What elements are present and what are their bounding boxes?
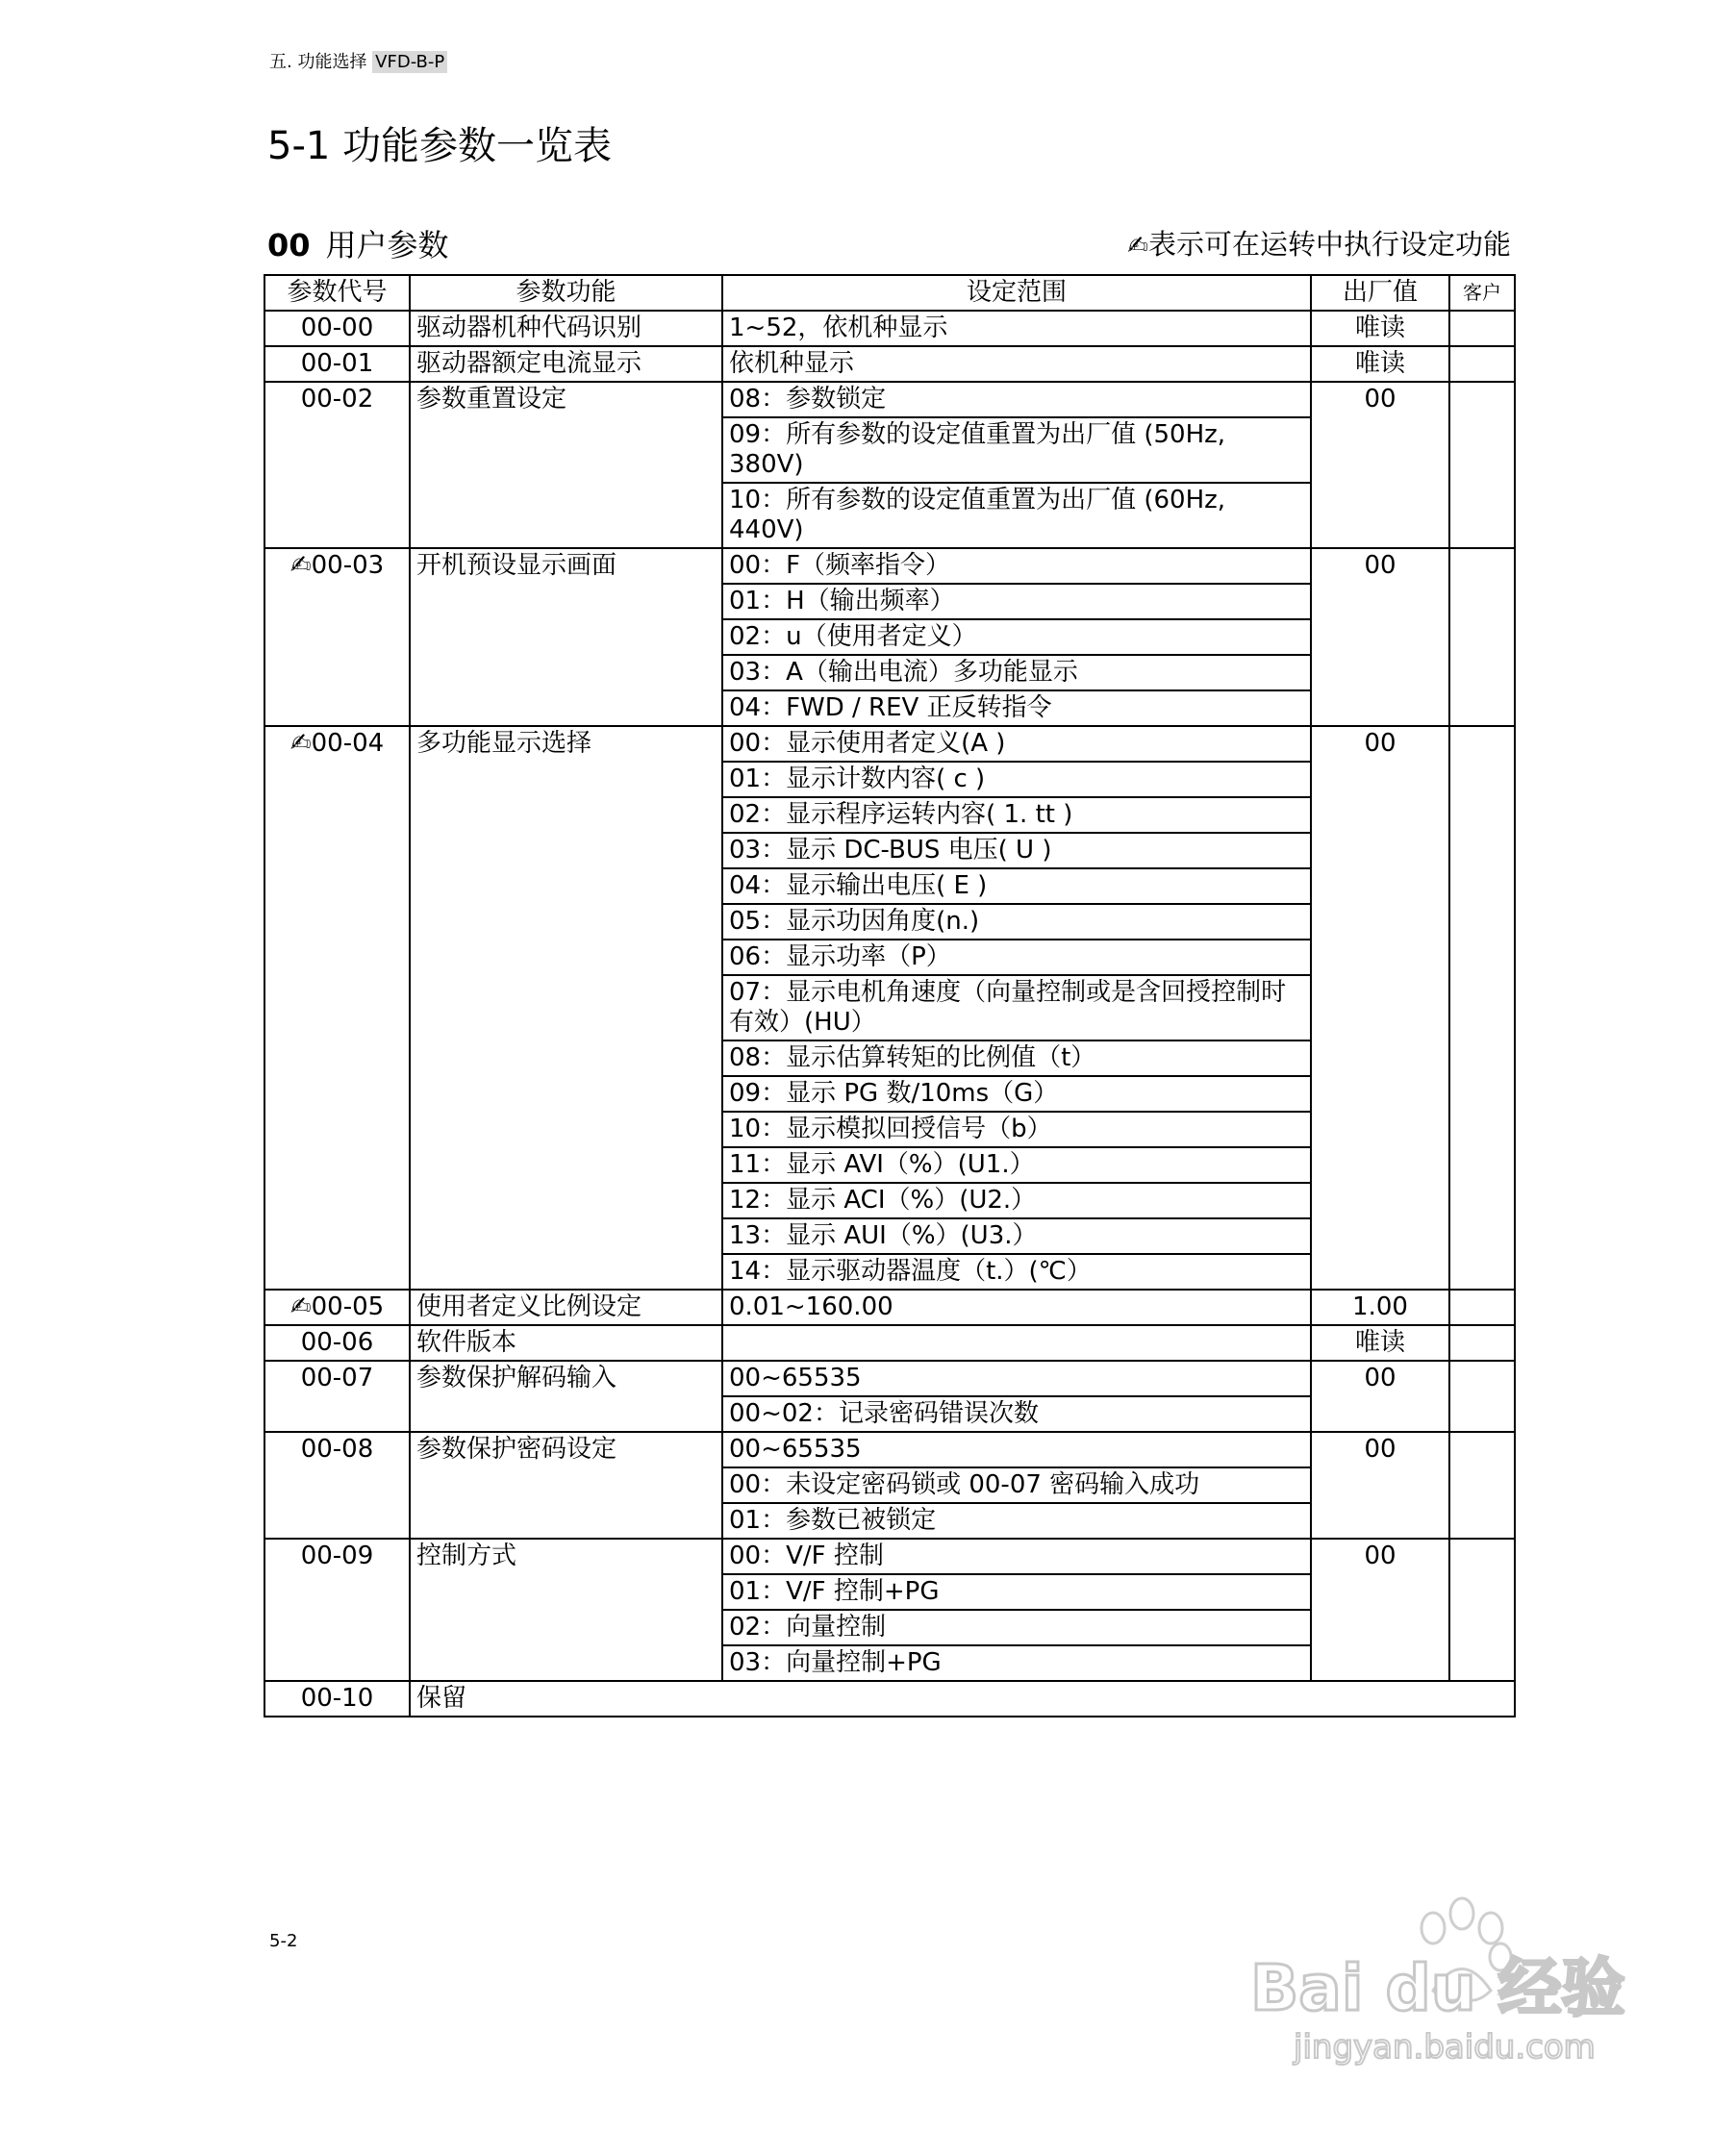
param-code-text: 00-03	[311, 551, 385, 580]
range-option: 03：A（输出电流）多功能显示	[723, 656, 1310, 691]
factory-value: 00	[1311, 1361, 1449, 1432]
range-option: 00~65535	[723, 1433, 1310, 1468]
baidu-jingyan-watermark	[1236, 1885, 1659, 2077]
range-option: 00：F（频率指令）	[723, 549, 1310, 585]
customer-value	[1449, 311, 1515, 346]
range-option: 03：向量控制+PG	[729, 1648, 942, 1677]
param-code	[264, 548, 410, 726]
param-code-text: 00-06	[300, 1328, 374, 1357]
range-option: 13：显示 AUI（%）(U3.）	[723, 1219, 1310, 1255]
range-option: 10：所有参数的设定值重置为出厂值 (60Hz, 440V)	[729, 486, 1226, 544]
table-row	[264, 311, 1515, 346]
header-chapter: 五. 功能选择	[269, 52, 373, 72]
param-code	[264, 1681, 410, 1717]
header-model: VFD-B-P	[372, 51, 447, 73]
edit-mark-icon: ✍	[289, 729, 312, 758]
param-function: 参数保护解码输入	[410, 1361, 722, 1432]
range-option: 00：未设定密码锁或 00-07 密码输入成功	[723, 1468, 1310, 1504]
range-option: 08：显示估算转矩的比例值（t）	[723, 1041, 1310, 1077]
range-option: 0.01~160.00	[729, 1292, 893, 1321]
section-name: 用户参数	[325, 227, 449, 263]
edit-mark-icon: ✍	[1127, 232, 1148, 261]
range-option: 09：所有参数的设定值重置为出厂值 (50Hz, 380V)	[723, 418, 1310, 484]
param-code	[264, 1325, 410, 1361]
header-factory: 出厂值	[1311, 275, 1449, 311]
param-range	[722, 1432, 1311, 1539]
param-code-text: 00-02	[300, 385, 374, 414]
range-option	[723, 1326, 1310, 1360]
factory-value: 唯读	[1311, 311, 1449, 346]
header-range: 设定范围	[722, 275, 1311, 311]
factory-value: 00	[1311, 726, 1449, 1290]
factory-value: 00	[1311, 1432, 1449, 1539]
range-option: 03：显示 DC-BUS 电压( U )	[723, 834, 1310, 869]
factory-value: 唯读	[1311, 1325, 1449, 1361]
param-range	[722, 311, 1311, 346]
param-range	[722, 1290, 1311, 1325]
table-row	[264, 1361, 1515, 1432]
range-option: 04：FWD / REV 正反转指令	[729, 693, 1052, 722]
factory-value: 00	[1311, 1539, 1449, 1681]
param-function: 控制方式	[410, 1539, 722, 1681]
watermark-logo-text: Bai du 经验	[1250, 1951, 1625, 2025]
range-option: 02：向量控制	[723, 1611, 1310, 1646]
range-option: 00：显示使用者定义(A )	[723, 727, 1310, 763]
page-header	[269, 48, 447, 73]
param-code	[264, 382, 410, 548]
range-option: 10：显示模拟回授信号（b）	[723, 1113, 1310, 1148]
customer-value	[1449, 1325, 1515, 1361]
param-range	[722, 1325, 1311, 1361]
param-range	[722, 726, 1311, 1290]
factory-value: 00	[1311, 382, 1449, 548]
param-code-text: 00-05	[311, 1292, 385, 1321]
header-function: 参数功能	[410, 275, 722, 311]
param-function: 软件版本	[410, 1325, 722, 1361]
range-option: 01：H（输出频率）	[723, 585, 1310, 620]
param-function: 保留	[410, 1681, 1515, 1717]
table-row	[264, 1432, 1515, 1539]
param-code-text: 00-00	[300, 313, 374, 342]
param-function: 驱动器额定电流显示	[410, 346, 722, 382]
customer-value	[1449, 1432, 1515, 1539]
table-row	[264, 1325, 1515, 1361]
range-option: 05：显示功因角度(n.)	[723, 905, 1310, 940]
param-code-text: 00-04	[311, 729, 385, 758]
section-number: 00	[267, 227, 311, 263]
page-number: 5-2	[269, 1931, 298, 1951]
range-option: 04：显示输出电压( E )	[723, 869, 1310, 905]
factory-value: 1.00	[1311, 1290, 1449, 1325]
customer-value	[1449, 548, 1515, 726]
range-option: 01：显示计数内容( c )	[723, 763, 1310, 798]
param-range	[722, 1361, 1311, 1432]
range-option: 02：显示程序运转内容( 1. tt )	[723, 798, 1310, 834]
param-range	[722, 1539, 1311, 1681]
range-option: 12：显示 ACI（%）(U2.）	[723, 1184, 1310, 1219]
param-code	[264, 1539, 410, 1681]
param-code-text: 00-01	[300, 349, 374, 378]
edit-mark-icon: ✍	[289, 1292, 312, 1321]
param-code-text: 00-09	[300, 1542, 374, 1570]
param-function: 参数保护密码设定	[410, 1432, 722, 1539]
param-code-text: 00-10	[300, 1684, 374, 1713]
param-function: 开机预设显示画面	[410, 548, 722, 726]
range-option: 00~02：记录密码错误次数	[729, 1399, 1039, 1428]
range-option: 00：V/F 控制	[723, 1540, 1310, 1575]
table-row	[264, 346, 1515, 382]
table-row	[264, 382, 1515, 548]
runtime-note	[1127, 223, 1511, 263]
page-title: 5-1 功能参数一览表	[267, 124, 613, 168]
table-row	[264, 548, 1515, 726]
param-code-text: 00-08	[300, 1435, 374, 1464]
param-code	[264, 1290, 410, 1325]
factory-value: 唯读	[1311, 346, 1449, 382]
param-function: 使用者定义比例设定	[410, 1290, 722, 1325]
param-function: 多功能显示选择	[410, 726, 722, 1290]
param-code	[264, 726, 410, 1290]
watermark-url: jingyan.baidu.com	[1294, 2028, 1596, 2067]
param-function: 参数重置设定	[410, 382, 722, 548]
param-range	[722, 346, 1311, 382]
table-row	[264, 726, 1515, 1290]
param-range	[722, 382, 1311, 548]
note-text: 表示可在运转中执行设定功能	[1147, 228, 1511, 261]
range-option: 00~65535	[723, 1362, 1310, 1397]
range-option: 06：显示功率（P）	[723, 940, 1310, 976]
param-function: 驱动器机种代码识别	[410, 311, 722, 346]
range-option: 09：显示 PG 数/10ms（G）	[723, 1077, 1310, 1113]
customer-value	[1449, 382, 1515, 548]
param-code-text: 00-07	[300, 1364, 374, 1392]
param-range	[722, 548, 1311, 726]
range-option: 11：显示 AVI（%）(U1.）	[723, 1148, 1310, 1184]
range-option: 08：参数锁定	[723, 383, 1310, 418]
section-title	[267, 221, 449, 265]
table-row	[264, 1681, 1515, 1717]
table-body	[264, 311, 1515, 1717]
customer-value	[1449, 346, 1515, 382]
edit-mark-icon: ✍	[289, 551, 312, 580]
range-option: 依机种显示	[729, 349, 855, 378]
customer-value	[1449, 1361, 1515, 1432]
range-option: 01：参数已被锁定	[729, 1506, 937, 1535]
range-option: 02：u（使用者定义）	[723, 620, 1310, 656]
table-header-row	[264, 275, 1515, 311]
factory-value: 00	[1311, 548, 1449, 726]
table-row	[264, 1539, 1515, 1681]
param-code	[264, 1432, 410, 1539]
range-option: 07：显示电机角速度（向量控制或是含回授控制时有效）(HU）	[723, 976, 1310, 1041]
header-code: 参数代号	[264, 275, 410, 311]
customer-value	[1449, 1290, 1515, 1325]
range-option: 1~52，依机种显示	[729, 313, 948, 342]
table-row	[264, 1290, 1515, 1325]
param-code	[264, 311, 410, 346]
customer-value	[1449, 726, 1515, 1290]
range-option: 14：显示驱动器温度（t.）(℃）	[729, 1257, 1092, 1286]
header-customer: 客户	[1449, 275, 1515, 311]
param-code	[264, 346, 410, 382]
range-option: 01：V/F 控制+PG	[723, 1575, 1310, 1611]
param-code	[264, 1361, 410, 1432]
parameter-table	[264, 274, 1516, 1717]
customer-value	[1449, 1539, 1515, 1681]
